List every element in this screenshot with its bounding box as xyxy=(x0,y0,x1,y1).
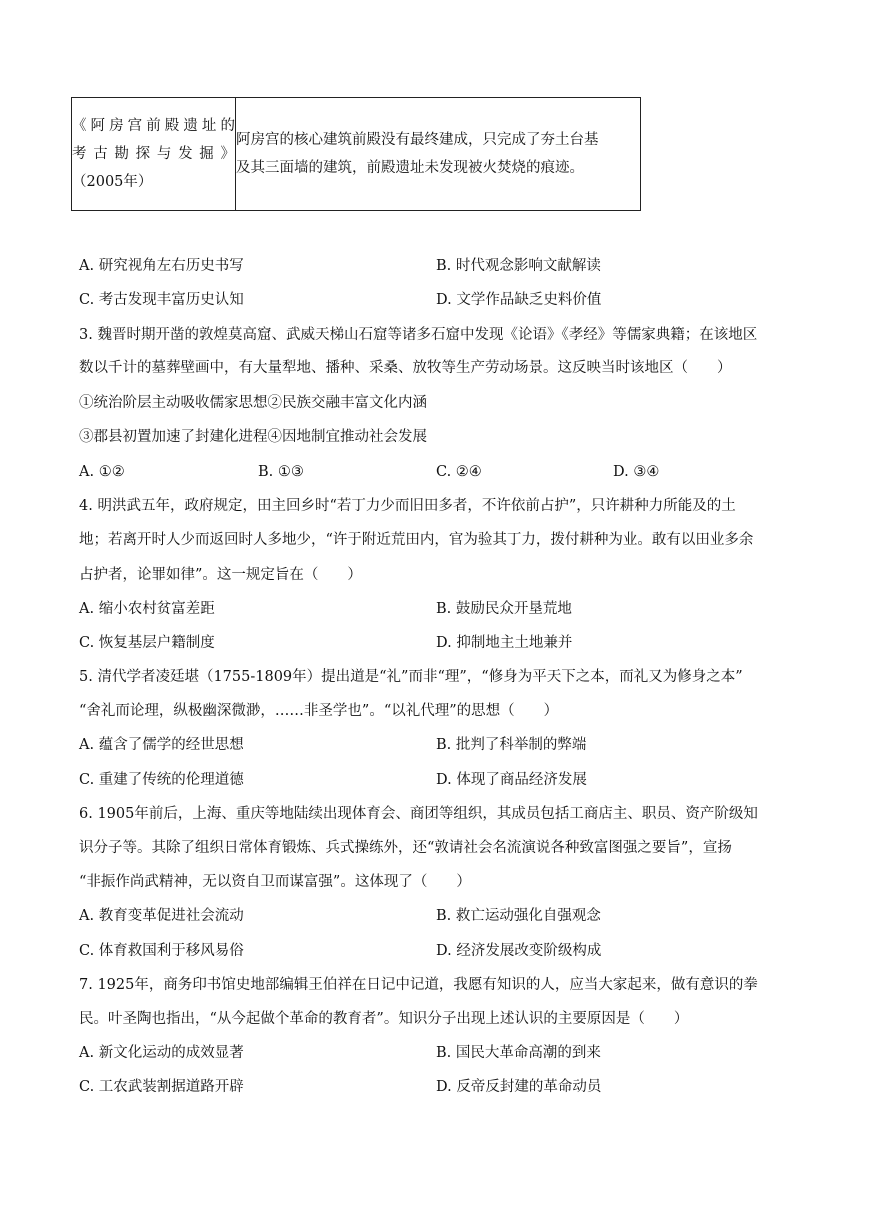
q4-stem-line: 地；若离开时人少而返回时人多地少，“许于附近荒田内，官为验其丁力，拨付耕种为业。敢有以田业多余 xyxy=(79,532,754,548)
source-desc-cell xyxy=(236,98,641,211)
q7-option-c: C. 工农武装割据道路开辟 xyxy=(79,1079,244,1095)
q5-stem-line: 5. 清代学者凌廷堪（1755-1809年）提出道是“礼”而非“理”，“修身为平天下之本，而礼又为修身之本” xyxy=(79,669,743,685)
q3-statement-line: ③郡县初置加速了封建化进程④因地制宜推动社会发展 xyxy=(79,429,427,445)
q3-stem-line: 数以千计的墓葬壁画中，有大量犁地、播种、采桑、放牧等生产劳动场景。这反映当时该地区（ ） xyxy=(79,360,732,376)
source-desc-line: 及其三面墙的建筑，前殿遗址未发现被火焚烧的痕迹。 xyxy=(236,160,584,176)
q6-stem-line: 6. 1905年前后，上海、重庆等地陆续出现体育会、商团等组织，其成员包括工商店主、职员、资产阶级知 xyxy=(79,806,758,822)
q4-stem-line: 4. 明洪武五年，政府规定，田主回乡时“若丁力少而旧田多者，不许依前占护”，只许耕种力所能及的土 xyxy=(79,498,736,514)
q2-option-d: D. 文学作品缺乏史料价值 xyxy=(436,292,602,308)
source-table xyxy=(71,97,641,211)
q2-option-a: A. 研究视角左右历史书写 xyxy=(79,258,244,274)
q6-option-d: D. 经济发展改变阶级构成 xyxy=(436,943,602,959)
q6-stem-line: 识分子等。其除了组织日常体育锻炼、兵式操练外，还“敦请社会名流演说各种致富图强之要旨”，宣扬 xyxy=(79,840,732,856)
q5-stem-line: “舍礼而论理，纵极幽深微渺，……非圣学也”。“以礼代理”的思想（ ） xyxy=(79,703,559,719)
q6-option-c: C. 体育救国利于移风易俗 xyxy=(79,943,244,959)
source-title-line: 《阿房宫前殿遗址的 xyxy=(72,118,235,134)
table-row xyxy=(72,98,641,211)
q3-option-a: A. ①② xyxy=(79,464,125,480)
q5-option-d: D. 体现了商品经济发展 xyxy=(436,772,587,788)
q4-stem-line: 占护者，论罪如律”。这一规定旨在（ ） xyxy=(79,567,362,583)
q3-option-c: C. ②④ xyxy=(436,464,482,480)
q3-option-b: B. ①③ xyxy=(258,464,304,480)
q7-stem-line: 民。叶圣陶也指出，“从今起做个革命的教育者”。知识分子出现上述认识的主要原因是（ ） xyxy=(79,1011,689,1027)
q3-option-d: D. ③④ xyxy=(613,464,660,480)
source-title-line: 考古勘探与发掘》 xyxy=(72,146,235,162)
q2-option-b: B. 时代观念影响文献解读 xyxy=(436,258,601,274)
q3-statement-line: ①统治阶层主动吸收儒家思想②民族交融丰富文化内涵 xyxy=(79,395,427,411)
q4-option-b: B. 鼓励民众开垦荒地 xyxy=(436,601,572,617)
q2-option-c: C. 考古发现丰富历史认知 xyxy=(79,292,244,308)
source-title-cell xyxy=(72,98,236,211)
q5-option-a: A. 蕴含了儒学的经世思想 xyxy=(79,737,244,753)
source-desc-line: 阿房宫的核心建筑前殿没有最终建成，只完成了夯土台基 xyxy=(236,132,599,148)
q7-option-a: A. 新文化运动的成效显著 xyxy=(79,1045,244,1061)
q6-stem-line: “非振作尚武精神，无以资自卫而谋富强”。这体现了（ ） xyxy=(79,874,471,890)
q7-stem-line: 7. 1925年，商务印书馆史地部编辑王伯祥在日记中记道，我愿有知识的人，应当大家起来，做有意识的拳 xyxy=(79,977,758,993)
source-title-year: （2005年） xyxy=(72,174,153,190)
q7-option-b: B. 国民大革命高潮的到来 xyxy=(436,1045,601,1061)
q6-option-a: A. 教育变革促进社会流动 xyxy=(79,908,244,924)
q7-option-d: D. 反帝反封建的革命动员 xyxy=(436,1079,602,1095)
q4-option-c: C. 恢复基层户籍制度 xyxy=(79,635,215,651)
q4-option-a: A. 缩小农村贫富差距 xyxy=(79,601,215,617)
q4-option-d: D. 抑制地主土地兼并 xyxy=(436,635,573,651)
q6-option-b: B. 救亡运动强化自强观念 xyxy=(436,908,601,924)
q5-option-c: C. 重建了传统的伦理道德 xyxy=(79,772,244,788)
q5-option-b: B. 批判了科举制的弊端 xyxy=(436,737,587,753)
q3-stem-line: 3. 魏晋时期开凿的敦煌莫高窟、武威天梯山石窟等诸多石窟中发现《论语》《孝经》等儒家典籍；在该地区 xyxy=(79,327,758,343)
